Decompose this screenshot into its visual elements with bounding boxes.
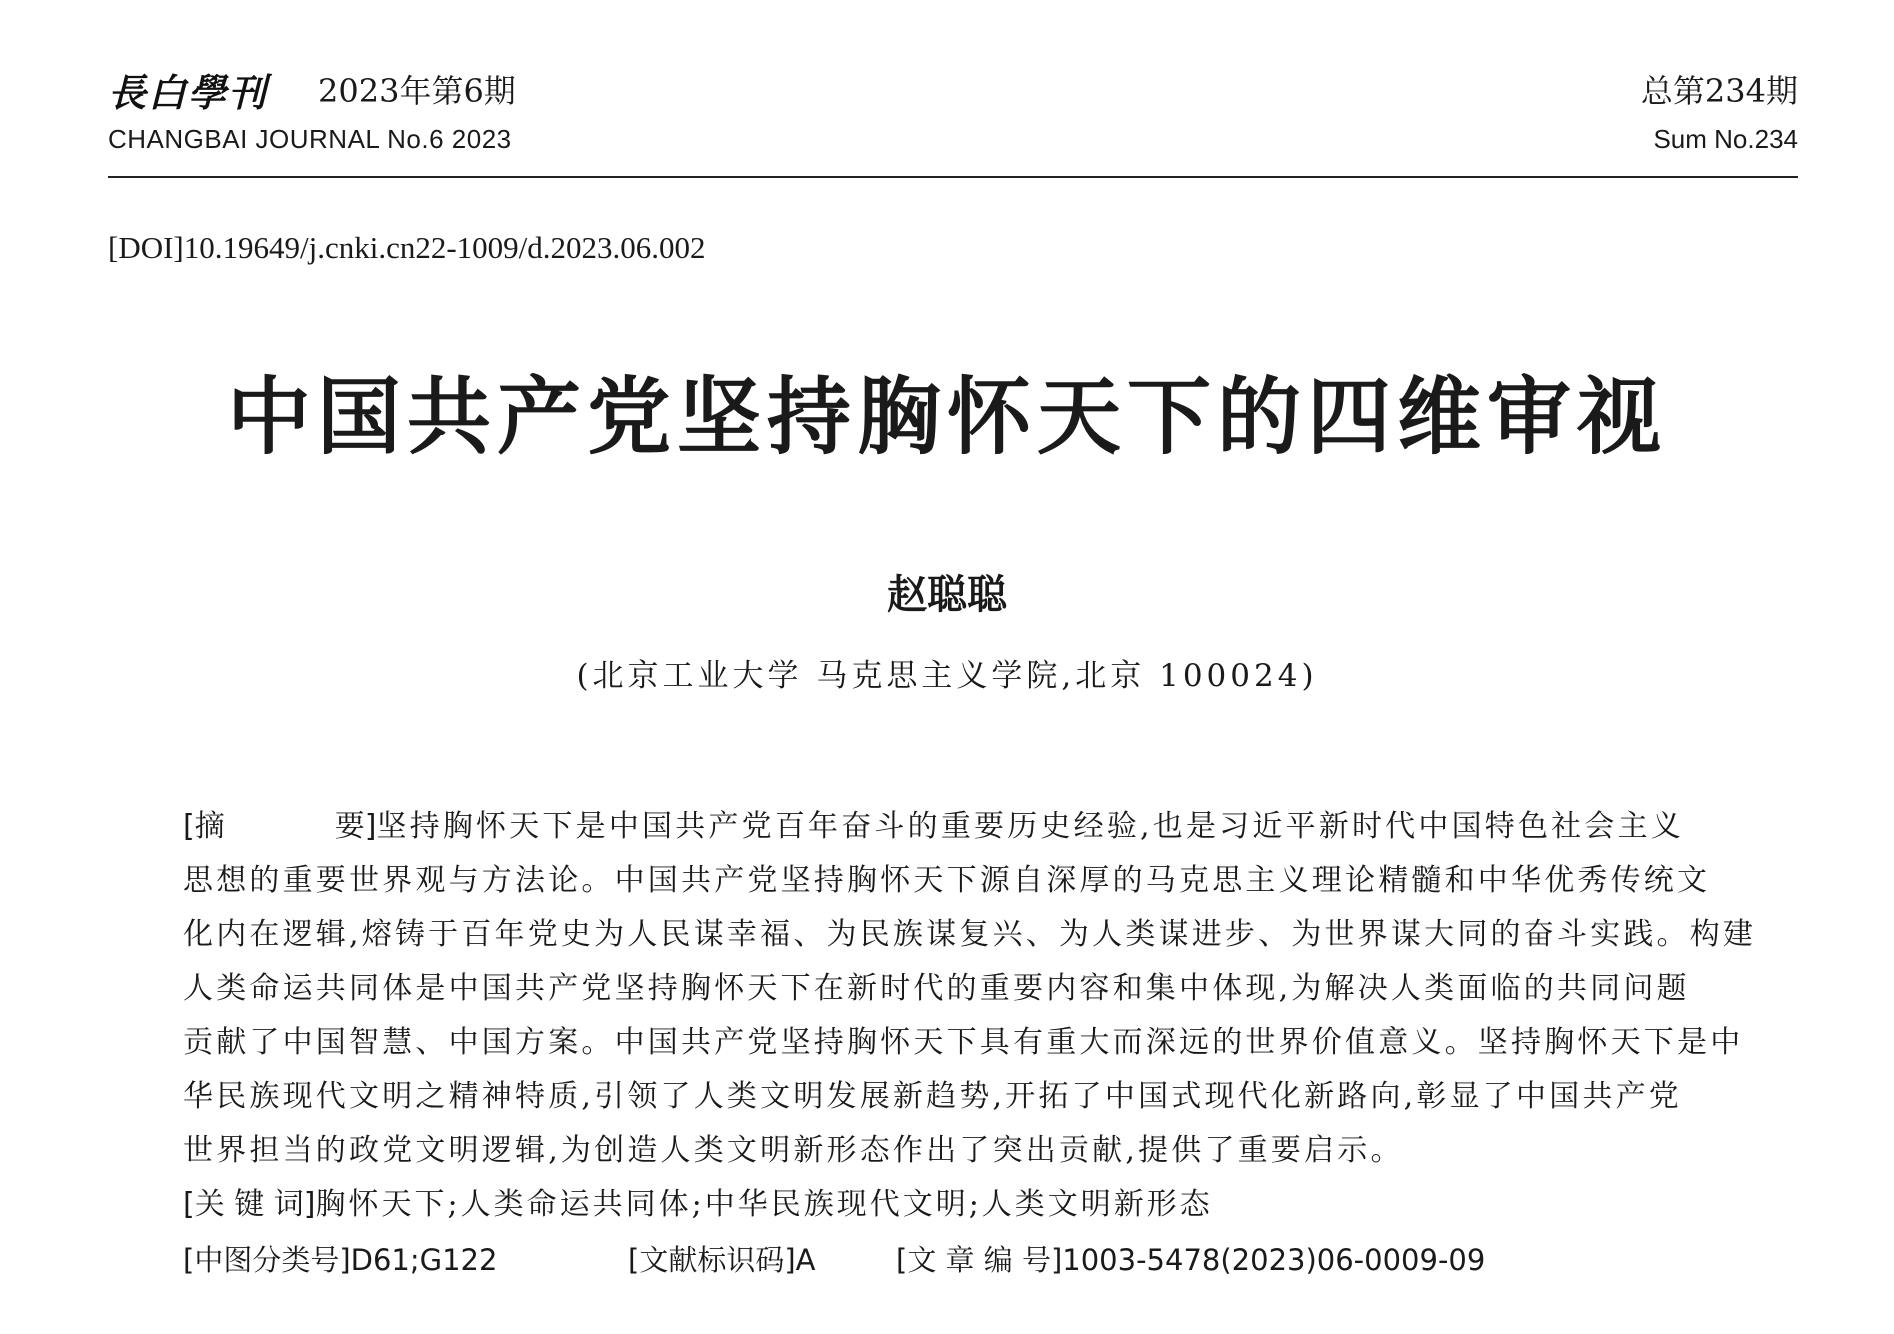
abstract-line: 华民族现代文明之精神特质,引领了人类文明发展新趋势,开拓了中国式现代化新路向,彰显了中国共产党 bbox=[183, 1079, 1683, 1114]
abstract-line bbox=[183, 800, 1723, 854]
abstract-line: 人类命运共同体是中国共产党坚持胸怀天下在新时代的重要内容和集中体现,为解决人类面临的共同问题 bbox=[183, 971, 1690, 1006]
author-affiliation: (北京工业大学 马克思主义学院,北京 100024) bbox=[576, 658, 1318, 694]
document-code: [文献标识码]A bbox=[628, 1243, 816, 1277]
abstract-text: 坚持胸怀天下是中国共产党百年奋斗的重要历史经验,也是习近平新时代中国特色社会主义 bbox=[376, 809, 1684, 844]
keywords-label: [关 键 词] bbox=[183, 1187, 316, 1222]
classification-line bbox=[183, 1232, 1723, 1288]
abstract-label-open: [摘 bbox=[183, 809, 225, 844]
article-number: [文 章 编 号]1003-5478(2023)06-0009-09 bbox=[896, 1243, 1486, 1277]
journal-logo: 長白學刊 bbox=[108, 70, 269, 115]
abstract-line: 化内在逻辑,熔铸于百年党史为人民谋幸福、为民族谋复兴、为人类谋进步、为世界谋大同的奋斗实践。构建 bbox=[183, 917, 1757, 952]
issue-number-cn: 2023年第6期 bbox=[318, 72, 516, 110]
abstract-line: 世界担当的政党文明逻辑,为创造人类文明新形态作出了突出贡献,提供了重要启示。 bbox=[183, 1133, 1404, 1168]
article-title: 中国共产党坚持胸怀天下的四维审视 bbox=[226, 368, 1667, 466]
abstract-label-close: 要] bbox=[334, 809, 377, 844]
sum-number-en: Sum No.234 bbox=[1653, 124, 1798, 154]
abstract-line: 贡献了中国智慧、中国方案。中国共产党坚持胸怀天下具有重大而深远的世界价值意义。坚持胸怀天下是中 bbox=[183, 1025, 1744, 1060]
keywords-line bbox=[183, 1178, 1723, 1232]
journal-name-en: CHANGBAI JOURNAL No.6 2023 bbox=[108, 124, 512, 154]
author-name: 赵聪聪 bbox=[887, 572, 1007, 618]
doi[interactable]: [DOI]10.19649/j.cnki.cn22-1009/d.2023.06.002 bbox=[108, 230, 706, 265]
keywords-text: 胸怀天下;人类命运共同体;中华民族现代文明;人类文明新形态 bbox=[315, 1187, 1213, 1222]
abstract-section bbox=[183, 800, 1757, 1288]
abstract-line: 思想的重要世界观与方法论。中国共产党坚持胸怀天下源自深厚的马克思主义理论精髓和中华优秀传统文 bbox=[183, 863, 1711, 898]
sum-number-cn: 总第234期 bbox=[1640, 72, 1798, 110]
header-divider bbox=[108, 176, 1798, 178]
clc-number: [中图分类号]D61;G122 bbox=[183, 1243, 498, 1277]
